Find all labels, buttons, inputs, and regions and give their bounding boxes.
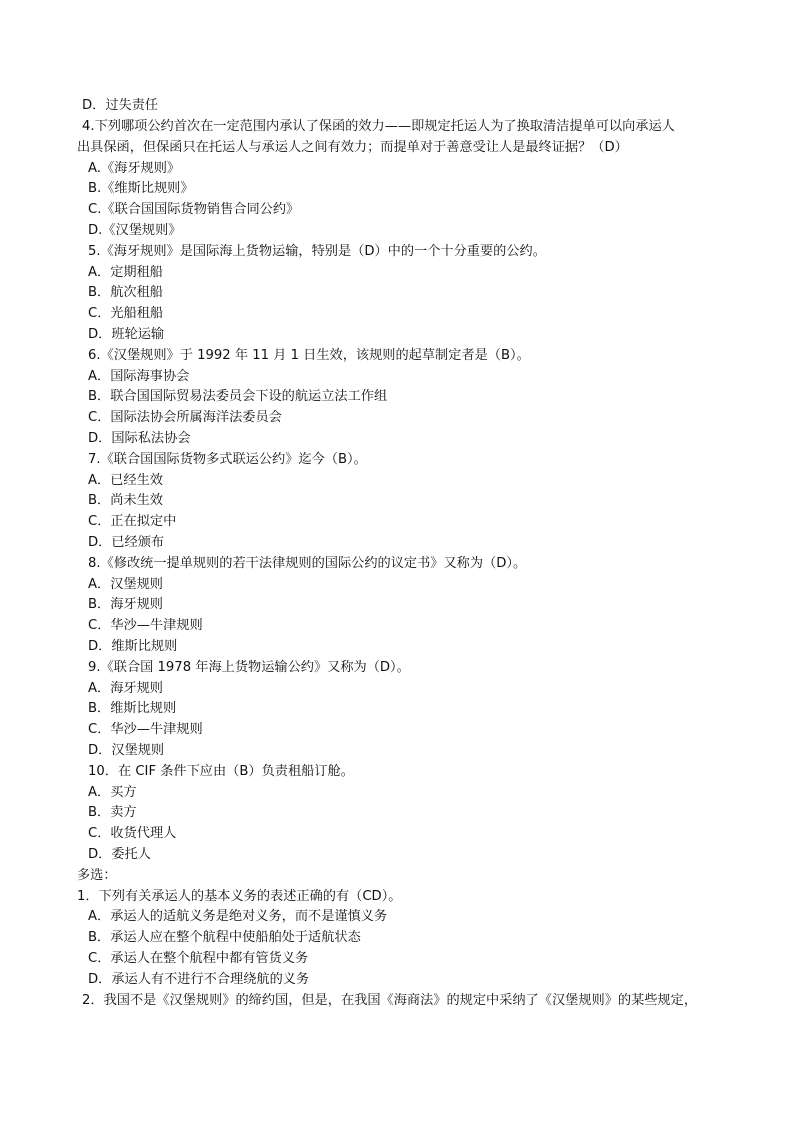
section-heading-multiple-choice: 多选： (77, 868, 117, 883)
question-9: 9.《联合国 1978 年海上货物运输公约》又称为（D）。 (88, 660, 410, 675)
multi-question-2: 2．我国不是《汉堡规则》的缔约国，但是，在我国《海商法》的规定中采纳了《汉堡规则》的某些规定， (82, 993, 698, 1008)
question-6: 6.《汉堡规则》于 1992 年 11 月 1 日生效，该规则的起草制定者是（B）。 (88, 348, 530, 363)
option-line: B．卖方 (88, 805, 137, 820)
option-line: D．汉堡规则 (88, 743, 165, 758)
option-line: C．承运人在整个航程中都有管货义务 (88, 951, 309, 966)
option-line: A．买方 (88, 785, 137, 800)
multi-question-1: 1．下列有关承运人的基本义务的表述正确的有（CD）。 (77, 889, 402, 904)
question-10: 10．在 CIF 条件下应由（B）负责租船订舱。 (88, 764, 354, 779)
option-line: C．收货代理人 (88, 826, 177, 841)
option-line: C．光船租船 (88, 306, 164, 321)
option-line: C．国际法协会所属海洋法委员会 (88, 410, 282, 425)
option-line: A．定期租船 (88, 265, 163, 280)
option-line: C.《联合国国际货物销售合同公约》 (88, 202, 300, 217)
option-line: A．海牙规则 (88, 681, 163, 696)
option-line: D．承运人有不进行不合理绕航的义务 (88, 972, 310, 987)
option-line: C．华沙—牛津规则 (88, 722, 203, 737)
option-line: B．尚未生效 (88, 493, 163, 508)
option-line: B．联合国国际贸易法委员会下设的航运立法工作组 (88, 389, 388, 404)
question-5: 5.《海牙规则》是国际海上货物运输，特别是（D）中的一个十分重要的公约。 (88, 244, 546, 259)
option-line: D．委托人 (88, 847, 151, 862)
option-line: D．班轮运输 (88, 327, 165, 342)
option-line: D．国际私法协会 (88, 431, 191, 446)
question-7: 7.《联合国国际货物多式联运公约》迄今（B）。 (88, 452, 367, 467)
option-line: A．汉堡规则 (88, 577, 163, 592)
option-line: A．承运人的适航义务是绝对义务，而不是谨慎义务 (88, 909, 388, 924)
option-line: B.《维斯比规则》 (88, 181, 194, 196)
option-line: C．正在拟定中 (88, 514, 177, 529)
option-line: B．海牙规则 (88, 597, 163, 612)
option-line: A．已经生效 (88, 473, 163, 488)
option-line: D.《汉堡规则》 (88, 223, 182, 238)
text-line: D．过失责任 (82, 98, 159, 113)
question-8: 8.《修改统一提单规则的若干法律规则的国际公约的议定书》又称为（D）。 (88, 556, 527, 571)
option-line: A．国际海事协会 (88, 369, 190, 384)
option-line: B．航次租船 (88, 285, 163, 300)
option-line: D．维斯比规则 (88, 639, 178, 654)
option-line: B．承运人应在整个航程中使船舶处于适航状态 (88, 930, 361, 945)
question-4-line-2: 出具保函，但保函只在托运人与承运人之间有效力；而提单对于善意受让人是最终证据？（D） (77, 140, 628, 155)
option-line: B．维斯比规则 (88, 701, 177, 716)
option-line: D．已经颁布 (88, 535, 165, 550)
question-4-line-1: 4.下列哪项公约首次在一定范围内承认了保函的效力——即规定托运人为了换取清洁提单可以向承运人 (82, 119, 675, 134)
option-line: C．华沙—牛津规则 (88, 618, 203, 633)
option-line: A.《海牙规则》 (88, 161, 181, 176)
